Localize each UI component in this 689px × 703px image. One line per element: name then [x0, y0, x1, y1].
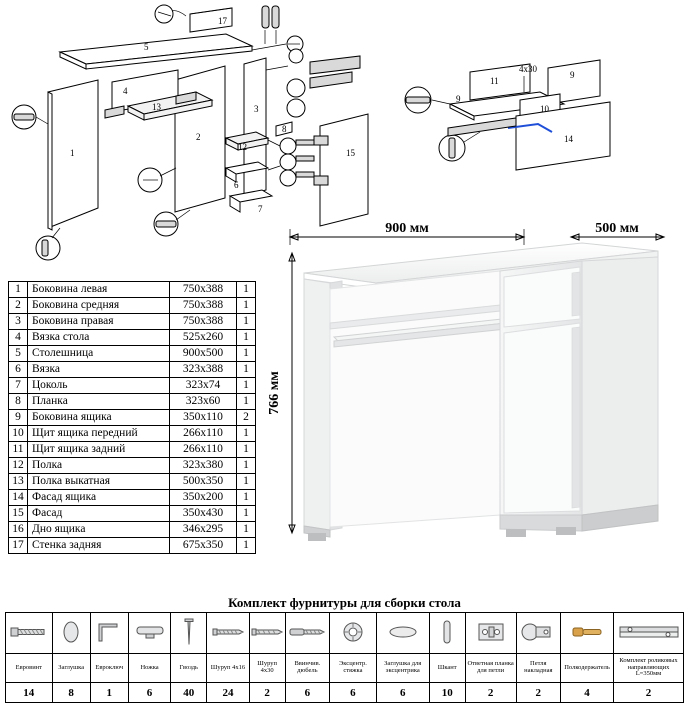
part-name: Боковина левая — [28, 282, 170, 298]
hardware-name: Ножка — [128, 654, 170, 683]
hardware-names-row — [6, 654, 684, 683]
table-row — [9, 314, 256, 330]
part-index: 7 — [9, 378, 28, 394]
part-index: 16 — [9, 522, 28, 538]
hardware-name: Эксцентр. стяжка — [330, 654, 377, 683]
part-dim: 323x60 — [170, 394, 237, 410]
part-index: 4 — [9, 330, 28, 346]
part-qty: 1 — [237, 378, 256, 394]
dowel-icon — [429, 613, 465, 654]
part-name: Фасад — [28, 506, 170, 522]
parts-table — [8, 281, 256, 554]
table-row — [9, 522, 256, 538]
part-index: 5 — [9, 346, 28, 362]
callout-1: 1 — [70, 148, 75, 158]
part-index: 2 — [9, 298, 28, 314]
eccentric-cap-icon — [376, 613, 429, 654]
table-row — [9, 346, 256, 362]
hardware-count: 6 — [330, 683, 377, 703]
part-dim: 323x388 — [170, 362, 237, 378]
callout-16b: 9 — [456, 94, 461, 104]
callout-8: 8 — [282, 124, 287, 134]
hardware-name: Петля накладная — [516, 654, 560, 683]
part-name: Стенка задняя — [28, 538, 170, 554]
part-qty: 1 — [237, 490, 256, 506]
part-dim: 675x350 — [170, 538, 237, 554]
part-dim: 750x388 — [170, 282, 237, 298]
part-name: Вязка — [28, 362, 170, 378]
table-row — [9, 442, 256, 458]
shelf-support-icon — [561, 613, 614, 654]
hardware-count: 10 — [429, 683, 465, 703]
part-dim: 350x430 — [170, 506, 237, 522]
hardware-name: Заглушка — [52, 654, 90, 683]
part-index: 11 — [9, 442, 28, 458]
part-qty: 1 — [237, 538, 256, 554]
part-index: 12 — [9, 458, 28, 474]
part-dim: 350x110 — [170, 410, 237, 426]
hardware-name: Заглушка для эксцентрика — [376, 654, 429, 683]
part-qty: 1 — [237, 474, 256, 490]
hardware-count: 2 — [465, 683, 516, 703]
part-dim: 346x295 — [170, 522, 237, 538]
hardware-count: 6 — [285, 683, 329, 703]
hardware-count: 6 — [128, 683, 170, 703]
part-name: Фасад ящика — [28, 490, 170, 506]
part-qty: 1 — [237, 298, 256, 314]
depth-dimension-label: 500 мм — [595, 221, 639, 236]
part-qty: 1 — [237, 522, 256, 538]
allen-key-icon — [90, 613, 128, 654]
table-row — [9, 282, 256, 298]
hardware-name: Шкант — [429, 654, 465, 683]
hardware-name: Комплект роликовых направляющих L=350мм — [614, 654, 684, 683]
part-name: Столешница — [28, 346, 170, 362]
part-index: 6 — [9, 362, 28, 378]
part-index: 10 — [9, 426, 28, 442]
part-dim: 266x110 — [170, 426, 237, 442]
table-row — [9, 538, 256, 554]
part-dim: 900x500 — [170, 346, 237, 362]
part-index: 17 — [9, 538, 28, 554]
table-row — [9, 490, 256, 506]
hardware-count: 14 — [6, 683, 53, 703]
part-dim: 750x388 — [170, 298, 237, 314]
callout-6: 6 — [234, 180, 239, 190]
table-row — [9, 330, 256, 346]
table-row — [9, 298, 256, 314]
callout-10: 10 — [540, 104, 549, 114]
hardware-name: Гвоздь — [171, 654, 207, 683]
callout-7: 7 — [258, 204, 263, 214]
part-index: 1 — [9, 282, 28, 298]
parts-table-body — [9, 282, 256, 554]
desk-render-svg — [256, 215, 689, 580]
hardware-count: 2 — [249, 683, 285, 703]
table-row — [9, 410, 256, 426]
screw-4x30-icon — [249, 613, 285, 654]
table-row — [9, 506, 256, 522]
callout-9: 9 — [570, 70, 575, 80]
callout-15: 15 — [346, 148, 355, 158]
hardware-count: 2 — [614, 683, 684, 703]
part-qty: 1 — [237, 506, 256, 522]
hardware-icons-row — [6, 613, 684, 654]
table-row — [9, 394, 256, 410]
part-name: Боковина ящика — [28, 410, 170, 426]
part-name: Полка выкатная — [28, 474, 170, 490]
part-name: Дно ящика — [28, 522, 170, 538]
part-name: Планка — [28, 394, 170, 410]
part-dim: 266x110 — [170, 442, 237, 458]
width-dimension-label: 900 мм — [385, 221, 429, 236]
hardware-name: Ответная планка для петли — [465, 654, 516, 683]
part-qty: 2 — [237, 410, 256, 426]
part-qty: 1 — [237, 314, 256, 330]
callout-2: 2 — [196, 132, 201, 142]
callout-11: 11 — [490, 76, 499, 86]
hardware-count: 40 — [171, 683, 207, 703]
euro-screw-icon — [6, 613, 53, 654]
hardware-count: 24 — [207, 683, 249, 703]
callout-14: 14 — [564, 134, 573, 144]
table-row — [9, 426, 256, 442]
hardware-count: 8 — [52, 683, 90, 703]
part-dim: 350x200 — [170, 490, 237, 506]
eccentric-coupler-icon — [330, 613, 377, 654]
cap-plug-icon — [52, 613, 90, 654]
part-qty: 1 — [237, 330, 256, 346]
part-qty: 1 — [237, 282, 256, 298]
part-name: Боковина правая — [28, 314, 170, 330]
part-dim: 500x350 — [170, 474, 237, 490]
roller-slides-icon — [614, 613, 684, 654]
hardware-name: Ввинчив. дюбель — [285, 654, 329, 683]
callout-12: 12 — [238, 142, 247, 152]
desk-render-area — [256, 215, 689, 580]
callout-5: 5 — [144, 42, 149, 52]
part-qty: 1 — [237, 362, 256, 378]
part-qty: 1 — [237, 394, 256, 410]
table-row — [9, 474, 256, 490]
callout-17: 17 — [218, 16, 227, 26]
part-index: 13 — [9, 474, 28, 490]
leg-icon — [128, 613, 170, 654]
hardware-name: Шуруп 4х30 — [249, 654, 285, 683]
part-qty: 1 — [237, 346, 256, 362]
part-name: Щит ящика задний — [28, 442, 170, 458]
part-index: 9 — [9, 410, 28, 426]
part-index: 15 — [9, 506, 28, 522]
hinge-plate-icon — [465, 613, 516, 654]
hardware-count: 6 — [376, 683, 429, 703]
part-index: 3 — [9, 314, 28, 330]
table-row — [9, 362, 256, 378]
part-name: Полка — [28, 458, 170, 474]
callout-3: 3 — [254, 104, 259, 114]
height-dimension-label: 766 мм — [267, 371, 282, 415]
hardware-kit-title: Комплект фурнитуры для сборки стола — [228, 595, 461, 610]
part-dim: 525x260 — [170, 330, 237, 346]
hardware-name: Полкодержатель — [561, 654, 614, 683]
hinge-icon — [516, 613, 560, 654]
part-index: 14 — [9, 490, 28, 506]
hardware-count: 4 — [561, 683, 614, 703]
nail-icon — [171, 613, 207, 654]
part-dim: 323x74 — [170, 378, 237, 394]
part-index: 8 — [9, 394, 28, 410]
screw-in-dowel-icon — [285, 613, 329, 654]
part-qty: 1 — [237, 426, 256, 442]
callout-4x30: 4х30 — [519, 64, 537, 74]
part-name: Цоколь — [28, 378, 170, 394]
hardware-name: Евроключ — [90, 654, 128, 683]
callout-13: 13 — [152, 102, 161, 112]
screw-4x16-icon — [207, 613, 249, 654]
part-name: Щит ящика передний — [28, 426, 170, 442]
part-qty: 1 — [237, 458, 256, 474]
part-name: Боковина средняя — [28, 298, 170, 314]
hardware-name: Евровинт — [6, 654, 53, 683]
part-name: Вязка стола — [28, 330, 170, 346]
part-dim: 323x380 — [170, 458, 237, 474]
part-qty: 1 — [237, 442, 256, 458]
table-row — [9, 378, 256, 394]
hardware-count: 1 — [90, 683, 128, 703]
table-row — [9, 458, 256, 474]
callout-4: 4 — [123, 86, 128, 96]
part-dim: 750x388 — [170, 314, 237, 330]
hardware-kit-table — [5, 612, 684, 703]
hardware-name: Шуруп 4х16 — [207, 654, 249, 683]
hardware-count: 2 — [516, 683, 560, 703]
